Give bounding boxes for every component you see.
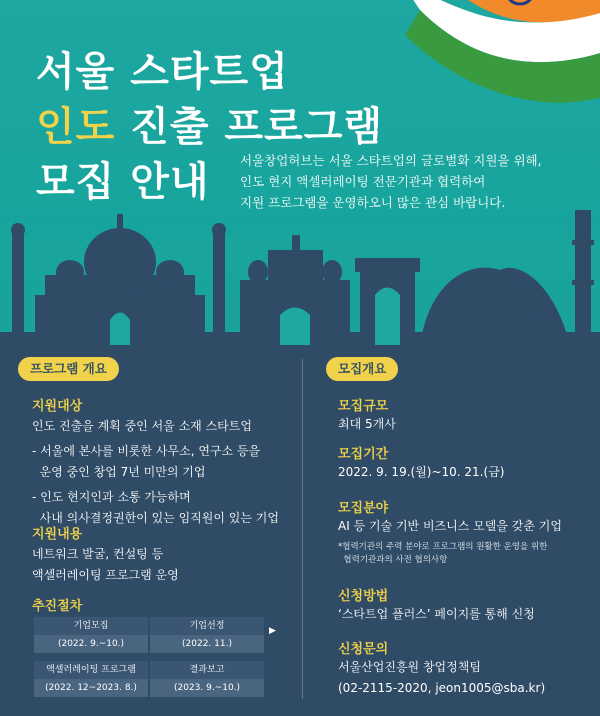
india-skyline-illustration	[0, 200, 600, 345]
column-divider	[302, 359, 303, 699]
process-heading-text: 추진절차	[32, 599, 83, 614]
field-section	[338, 497, 562, 567]
step-name: 기업선정	[150, 617, 264, 635]
content-section	[32, 523, 179, 586]
target-heading: 지원대상	[32, 399, 83, 414]
step-name: 결과보고	[150, 661, 264, 679]
title-line-3: 모집 안내	[36, 159, 210, 205]
target-line: 인도 진출을 계획 중인 서울 소재 스타트업	[32, 419, 252, 433]
content-line: 네트워크 발굴, 컨설팅 등	[32, 547, 164, 561]
recruitment-overview-badge: 모집개요	[326, 357, 398, 381]
step-period: (2022. 11.)	[182, 639, 232, 649]
target-line: - 인도 현지인과 소통 가능하며	[32, 490, 191, 504]
contact-org: 서울산업진흥원 창업정책팀	[338, 660, 481, 674]
target-section	[32, 395, 279, 529]
field-value: AI 등 기술 기반 비즈니스 모델을 갖춘 기업	[338, 519, 562, 533]
field-note: *협력기관의 주력 분야로 프로그램의 원활한 운영을 위한	[338, 542, 548, 552]
field-heading: 모집분야	[338, 501, 389, 516]
content-heading: 지원내용	[32, 527, 83, 542]
apply-value: ‘스타트업 플러스’ 페이지를 통해 신청	[338, 607, 535, 621]
details-panel	[0, 345, 600, 716]
title-highlight: 인도	[36, 104, 116, 150]
scale-value: 최대 5개사	[338, 417, 396, 431]
target-line: 사내 의사결정권한이 있는 임직원이 있는 기업	[32, 511, 279, 525]
period-value: 2022. 9. 19.(월)~10. 21.(금)	[338, 465, 505, 479]
content-line: 액셀러레이팅 프로그램 운영	[32, 568, 179, 582]
contact-info: (02-2115-2020, jeon1005@sba.kr)	[338, 681, 546, 695]
process-step-2	[150, 617, 264, 653]
arrow-right-icon: ▶	[269, 626, 276, 636]
process-step-4	[150, 661, 264, 697]
india-flag-ribbon-graphic	[380, 0, 600, 110]
apply-heading: 신청방법	[338, 589, 389, 604]
intro-line: 지원 프로그램을 운영하오니 많은 관심 바랍니다.	[240, 195, 506, 210]
title-line-2	[36, 95, 383, 152]
program-overview-badge: 프로그램 개요	[18, 357, 119, 381]
process-step-1	[34, 617, 148, 653]
contact-section	[338, 638, 545, 699]
step-period: (2022. 9.~10.)	[57, 639, 125, 649]
target-line: 운영 중인 창업 7년 미만의 기업	[32, 465, 206, 479]
step-period: (2023. 9.~10.)	[173, 683, 241, 693]
scale-heading: 모집규모	[338, 399, 389, 414]
title-line-1: 서울 스타트업	[36, 49, 289, 95]
target-line: - 서울에 본사를 비롯한 사무소, 연구소 등을	[32, 444, 261, 458]
step-name: 기업모집	[34, 617, 148, 635]
contact-heading: 신청문의	[338, 642, 389, 657]
scale-section	[338, 395, 396, 435]
apply-section	[338, 585, 535, 625]
field-note: 협력기관과의 사전 협의사항	[338, 555, 448, 565]
intro-line: 서울창업허브는 서울 스타트업의 글로벌화 지원을 위해,	[240, 153, 542, 168]
intro-line: 인도 현지 액셀러레이팅 전문기관과 협력하여	[240, 174, 486, 189]
period-heading: 모집기간	[338, 447, 389, 462]
period-section	[338, 443, 504, 483]
step-period: (2022. 12~2023. 8.)	[45, 683, 137, 693]
process-step-3	[34, 661, 148, 697]
title-line-2-rest: 진출 프로그램	[115, 104, 383, 150]
step-name: 액셀러레이팅 프로그램	[34, 661, 148, 679]
hero-section	[0, 0, 600, 345]
